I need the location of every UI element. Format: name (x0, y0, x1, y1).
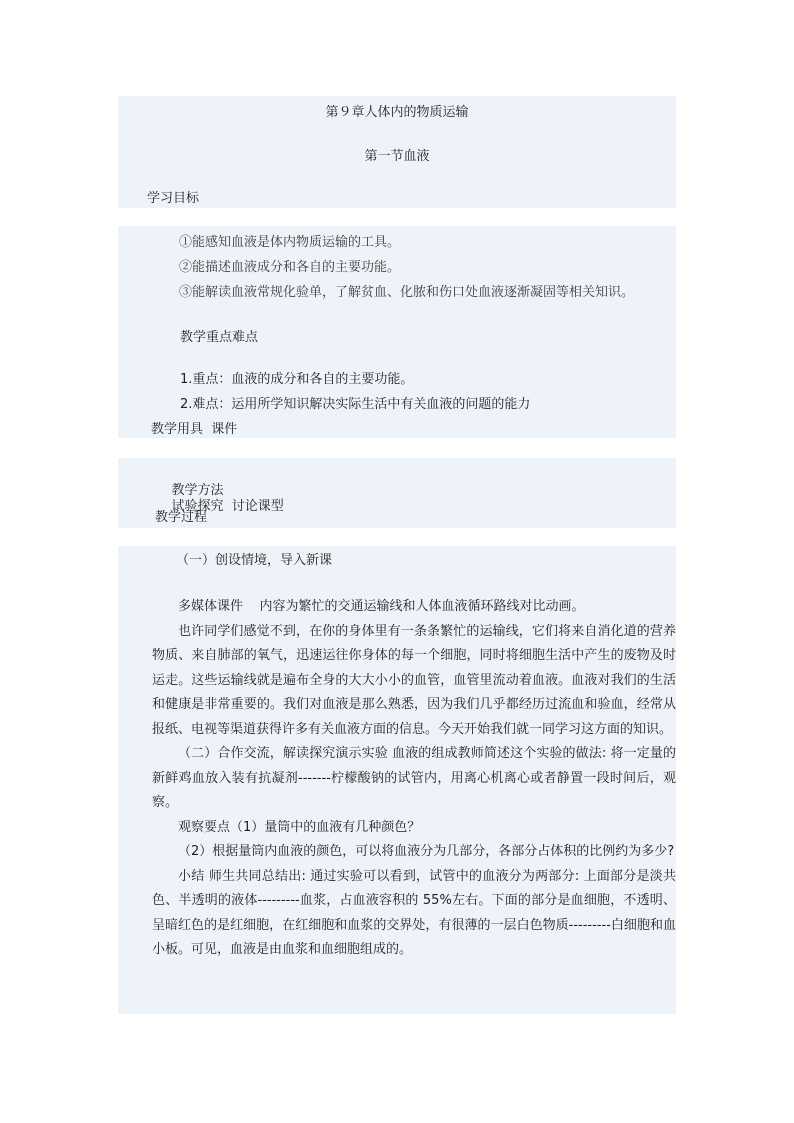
objectives-block (118, 226, 676, 438)
objective-item-2: ②能描述血液成分和各自的主要功能。 (179, 260, 401, 275)
key-point-2: 2.难点：运用所学知识解决实际生活中有关血液的问题的能力 (180, 397, 531, 412)
process-heading: 教学过程 (155, 510, 208, 525)
tools-value: 课件 (211, 422, 238, 437)
methods-block (118, 458, 676, 528)
methods-label: 教学方法 (171, 483, 224, 498)
observation-point-2: （2）根据量筒内血液的颜色，可以将血液分为几部分，各部分占体积的比例约为多少? (178, 844, 675, 859)
process-body (152, 595, 676, 963)
key-point-1: 1.重点：血液的成分和各自的主要功能。 (180, 372, 414, 387)
header-block (118, 96, 676, 208)
methods-value: 试验探究 讨论课型 (171, 499, 284, 514)
intro-paragraph: 也许同学们感觉不到，在你的身体里有一条条繁忙的运输线，它们将来自消化道的营养物质、来自肺部的氧气，迅速运往你身体的每一个细胞，同时将细胞生活中产生的废物及时运走。这些运输线就是遍布全身的大大小小的血管，血管里流动着血液。血液对我们的生活和健康是非常重要的。我们对血液是那么熟悉，因为我们几乎都经历过流血和验血，经常从报纸、电视等渠道获得许多有关血液方面的信息。今天开始我们就一同学习这方面的知识。 (152, 623, 676, 737)
key-points-heading: 教学重点难点 (180, 330, 259, 345)
objective-item-1: ①能感知血液是体内物质运输的工具。 (179, 235, 401, 250)
objectives-heading: 学习目标 (147, 191, 200, 206)
experiment-paragraph: （二）合作交流，解读探究演示实验 血液的组成教师简述这个实验的做法: 将一定量的新鲜鸡血放入装有抗凝剂-------柠檬酸钠的试管内，用离心机离心或者静置一段时间后，观察。 (152, 746, 676, 810)
step1-title: （一）创设情境，导入新课 (176, 553, 333, 568)
objective-item-3: ③能解读血液常规化验单，了解贫血、化脓和伤口处血液逐渐凝固等相关知识。 (179, 285, 635, 300)
section-title: 第一节血液 (364, 149, 430, 164)
media-paragraph: 多媒体课件 内容为繁忙的交通运输线和人体血液循环路线对比动画。 (178, 599, 585, 614)
tools-label: 教学用具 (151, 422, 204, 437)
tools-row (151, 422, 237, 438)
summary-paragraph: 小结 师生共同总结出: 通过实验可以看到，试管中的血液分为两部分: 上面部分是淡共色、半透明的液体---------血浆，占血液容积的 55%左右。下面的部分是血细胞，不透明、呈暗红色的是红细胞，在红细胞和血浆的交界处，有很薄的一层白色物质---------白细胞和血小板。可见，血液是由血浆和血细胞组成的。 (152, 868, 676, 957)
chapter-title: 第９章人体内的物质运输 (325, 105, 469, 120)
observation-point-1: 观察要点（1）量筒中的血液有几种颜色？ (178, 819, 421, 835)
